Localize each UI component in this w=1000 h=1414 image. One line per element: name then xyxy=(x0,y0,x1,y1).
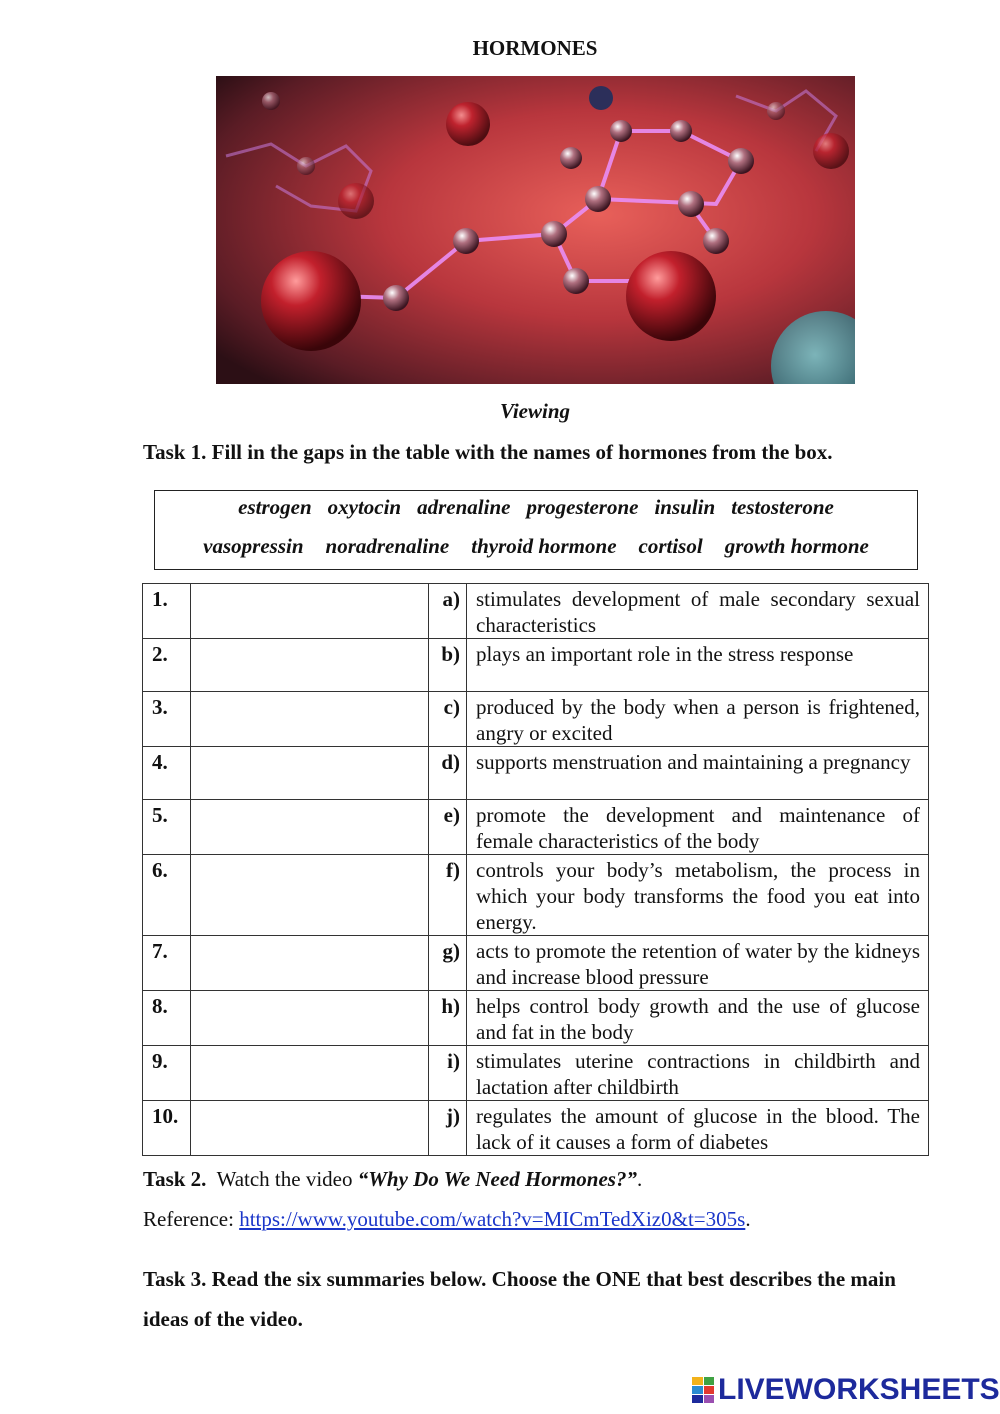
word-box-row-2 xyxy=(155,534,917,559)
row-number: 7. xyxy=(143,936,191,991)
table-row xyxy=(143,800,929,855)
word-oxytocin: oxytocin xyxy=(327,495,402,519)
task2-text: Watch the video xyxy=(216,1167,353,1191)
reference-line xyxy=(143,1207,751,1232)
answer-blank-10[interactable] xyxy=(191,1101,429,1156)
table-row xyxy=(143,1101,929,1156)
brand-name: LIVEWORKSHEETS xyxy=(718,1373,1000,1406)
task2-end: . xyxy=(636,1167,643,1191)
liveworksheets-icon xyxy=(692,1377,714,1403)
task1-instruction: Task 1. Fill in the gaps in the table with the names of hormones from the box. xyxy=(143,440,833,464)
row-number: 8. xyxy=(143,991,191,1046)
table-row xyxy=(143,747,929,800)
row-number: 5. xyxy=(143,800,191,855)
row-letter: a) xyxy=(429,584,467,639)
reference-end: . xyxy=(745,1207,751,1231)
row-description: regulates the amount of glucose in the blood. The lack of it causes a form of diabetes xyxy=(467,1101,929,1156)
word-estrogen: estrogen xyxy=(238,495,312,519)
row-letter: d) xyxy=(429,747,467,800)
liveworksheets-logo xyxy=(692,1373,1000,1407)
row-number: 4. xyxy=(143,747,191,800)
word-testosterone: testosterone xyxy=(731,495,834,519)
answer-blank-5[interactable] xyxy=(191,800,429,855)
table-row xyxy=(143,639,929,692)
word-insulin: insulin xyxy=(654,495,716,519)
word-progesterone: progesterone xyxy=(526,495,639,519)
row-number: 3. xyxy=(143,692,191,747)
answer-blank-9[interactable] xyxy=(191,1046,429,1101)
hormone-word-box xyxy=(154,490,918,570)
section-heading-viewing: Viewing xyxy=(499,399,571,423)
word-noradrenaline: noradrenaline xyxy=(325,534,450,558)
word-vasopressin: vasopressin xyxy=(203,534,304,558)
row-number: 2. xyxy=(143,639,191,692)
table-row xyxy=(143,1046,929,1101)
molecule-image xyxy=(216,76,855,384)
row-letter: c) xyxy=(429,692,467,747)
row-letter: g) xyxy=(429,936,467,991)
answer-blank-3[interactable] xyxy=(191,692,429,747)
video-title: “Why Do We Need Hormones?” xyxy=(357,1167,637,1191)
answer-blank-7[interactable] xyxy=(191,936,429,991)
row-description: acts to promote the retention of water by the kidneys and increase blood pressure xyxy=(467,936,929,991)
answer-blank-8[interactable] xyxy=(191,991,429,1046)
row-letter: h) xyxy=(429,991,467,1046)
word-cortisol: cortisol xyxy=(638,534,703,558)
row-number: 9. xyxy=(143,1046,191,1101)
row-description: stimulates uterine contractions in childbirth and lactation after childbirth xyxy=(467,1046,929,1101)
table-row xyxy=(143,991,929,1046)
table-row xyxy=(143,692,929,747)
row-letter: i) xyxy=(429,1046,467,1101)
answer-blank-6[interactable] xyxy=(191,855,429,936)
table-row xyxy=(143,936,929,991)
task3-instruction: Task 3. Read the six summaries below. Choose the ONE that best describes the main ideas of the video. xyxy=(143,1267,896,1331)
page-title: HORMONES xyxy=(472,36,598,60)
matching-table xyxy=(142,583,929,1156)
row-description: helps control body growth and the use of glucose and fat in the body xyxy=(467,991,929,1046)
word-adrenaline: adrenaline xyxy=(417,495,511,519)
row-letter: j) xyxy=(429,1101,467,1156)
video-link[interactable]: https://www.youtube.com/watch?v=MICmTedXiz0&t=305s xyxy=(239,1207,746,1231)
answer-blank-4[interactable] xyxy=(191,747,429,800)
row-letter: b) xyxy=(429,639,467,692)
word-thyroid-hormone: thyroid hormone xyxy=(471,534,617,558)
answer-blank-2[interactable] xyxy=(191,639,429,692)
table-row xyxy=(143,584,929,639)
task2-instruction xyxy=(143,1167,642,1192)
row-letter: e) xyxy=(429,800,467,855)
task2-label: Task 2. xyxy=(143,1167,207,1191)
row-number: 6. xyxy=(143,855,191,936)
word-growth-hormone: growth hormone xyxy=(724,534,869,558)
row-number: 10. xyxy=(143,1101,191,1156)
row-description: produced by the body when a person is frightened, angry or excited xyxy=(467,692,929,747)
row-description: supports menstruation and maintaining a pregnancy xyxy=(467,747,929,800)
row-number: 1. xyxy=(143,584,191,639)
row-description: plays an important role in the stress response xyxy=(467,639,929,692)
table-row xyxy=(143,855,929,936)
row-description: controls your body’s metabolism, the process in which your body transforms the food you eat into energy. xyxy=(467,855,929,936)
reference-label: Reference: xyxy=(143,1207,234,1231)
row-description: stimulates development of male secondary sexual characteristics xyxy=(467,584,929,639)
word-box-row-1 xyxy=(155,495,917,520)
answer-blank-1[interactable] xyxy=(191,584,429,639)
row-description: promote the development and maintenance of female characteristics of the body xyxy=(467,800,929,855)
row-letter: f) xyxy=(429,855,467,936)
